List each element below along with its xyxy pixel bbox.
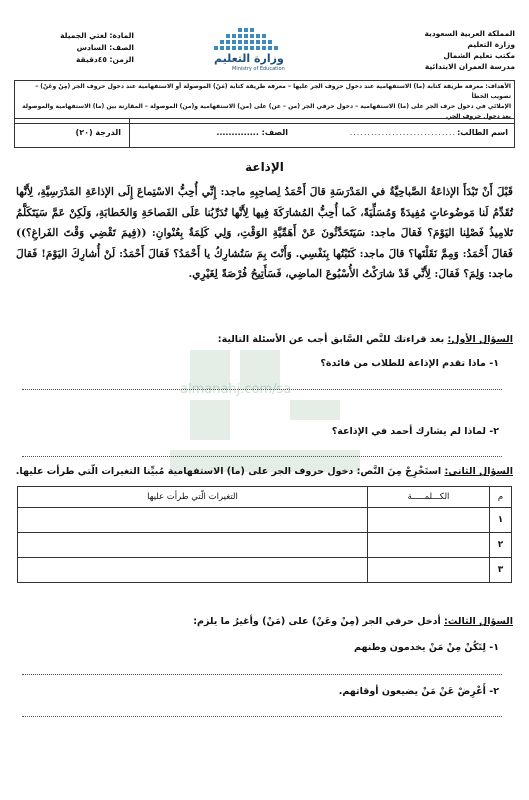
logo-english: Ministry of Education — [232, 66, 285, 72]
goals-line-2: الإملائي في دخول حرف الجر على (ما) الاستفهامية – دخول حرفي الجر (من – عن) على (من) الاستفهامية و(من) الموصولة – المقارنة بين (ما) الاستفهامية والموصولة بعد دخول حروف الجر. — [22, 103, 511, 120]
word-cell[interactable] — [368, 558, 490, 583]
student-info-box — [14, 118, 515, 148]
question-3-title: السؤال الثالث: — [444, 616, 513, 627]
answer-line[interactable] — [22, 456, 502, 457]
header-subject-info — [14, 30, 134, 66]
table-row — [18, 558, 512, 583]
table-header-row — [18, 487, 512, 508]
word-cell[interactable] — [368, 508, 490, 533]
student-name-label: اسم الطالب: — [457, 128, 508, 137]
student-name-field[interactable]: .............................. — [349, 128, 456, 137]
question-1-title: السؤال الأول: — [447, 334, 513, 345]
header-school: مدرسة العمران الابتدائية — [424, 62, 515, 71]
question-1-heading — [218, 334, 513, 345]
logo-wordmark: وزارة التعليم — [214, 52, 284, 65]
row-number: ٣ — [490, 558, 512, 583]
question-2-title: السؤال الثاني: — [444, 466, 513, 477]
words-table — [17, 486, 512, 583]
question-3-item-2: ٢- أَعْرِضْ عَنْ مَنْ يضيعون أوقاتهم. — [338, 686, 499, 697]
header-office: مكتب تعليم الشمال — [443, 51, 515, 60]
passage-title: الإذاعة — [245, 160, 284, 174]
answer-line[interactable] — [22, 674, 502, 675]
question-1-item-1: ١- ماذا تقدم الإذاعة للطلاب من فائدة؟ — [320, 358, 499, 369]
row-number: ٢ — [490, 533, 512, 558]
header-subject: المادة: لغتي الجميلة — [60, 31, 134, 40]
question-1-item-2: ٢- لماذا لم يشارك أحمد في الإذاعة؟ — [331, 426, 499, 437]
question-3-instruction: أدخل حرفي الجر (مِنْ وعَنْ) على (مَنْ) وأغيرُ ما يلزم: — [193, 616, 445, 627]
grade-box — [15, 119, 130, 147]
question-3-item-1: ١- لِتَكُنْ مِنْ مَنْ يخدمون وطنهم — [354, 642, 499, 653]
answer-line[interactable] — [22, 389, 502, 390]
header-country: المملكة العربية السعودية — [424, 29, 515, 38]
table-row — [18, 508, 512, 533]
changes-cell[interactable] — [18, 558, 368, 583]
column-header-word: الكـــلمـــــة — [368, 487, 490, 508]
question-1-instruction: بعد قراءتك للنَّص السَّابق أجب عن الأسئلة التالية: — [217, 334, 448, 345]
goals-line-1: الأهداف: معرفة طريقة كتابة (ما) الاستفهامية عند دخول حروف الجر عليها – معرفة طريقة كتابة (مَنْ) الموصولة أو الاستفهامية عند دخول حروف الجر (مِنْ وعَنْ) – تصويب الخطأ — [35, 83, 511, 100]
column-header-changes: التغيرات الّتي طرأت عليها — [18, 487, 368, 508]
header-grade: الصف: السادس — [76, 43, 134, 52]
question-2-instruction: استَخْرِجْ مِنَ النَّص: دخول حروف الجر على (ما) الاستفهامية مُبيِّنا التغيرات الّتي طرأت عليها. — [15, 466, 445, 477]
logo-dots-icon — [184, 28, 314, 54]
grade-label: الدرجة (٢٠) — [75, 128, 121, 137]
table-row — [18, 533, 512, 558]
row-number: ١ — [490, 508, 512, 533]
question-2-heading — [16, 466, 513, 477]
answer-line[interactable] — [22, 716, 502, 717]
reading-passage: قَبْلَ أَنْ تَبْدَأَ الإذاعَةُ الصَّباحِيَّةُ في المَدْرَسَةِ قالَ أَحْمَدُ لِصاحِبِهِ ماجد: إِنِّي أُحِبُّ الاسْتِماعَ إِلَى الإذاعَةِ المَدْرَسِيَّةِ، لِأَنَّها تُقَدِّمُ لَنا مَوضُوعاتٍ مُفِيدَةً وَمُسَلِّيَةً، كَما أُحِبُّ المُشارَكَةَ فِيها لِأَنَّها تُدَرِّبُنا عَلَى الفَصاحَةِ وَالخَطابَةِ، وَلَكِنْ عَمَّ سَيَتَكَلَّمُ تَلامِيذُ فَصْلِنا اليَوْمَ؟ فَقالَ ماجد: سَيَتَحَدَّثُونَ عَنْ أَهَمِّيَّةِ الوَقْتِ، وَلِي كَلِمَةٌ بِعُنْوانِ: ((فِيمَ تَقْضِي وَقْتَ الفَراغِ؟)) فَقالَ أَحْمَدُ: وَمِمَّ نَقَلْتَها؟ قالَ ماجد: كَتَبْتُها بِنَفْسِي. وَأَنْتَ بِمَ سَتُشارِكُ يا أَحْمَدُ؟ فَقالَ أَحْمَدُ: لَنْ أُشارِكَ اليَوْمَ! فَقالَ ماجد: وَلِمَ؟ فَقالَ: لِأَنِّي قَدْ شارَكْتُ الأُسْبُوعَ الماضِي، فَسَأَتِيحُ فُرْصَةً لِغَيْرِي. — [16, 186, 513, 280]
changes-cell[interactable] — [18, 533, 368, 558]
student-class-field[interactable]: الصف: .............. — [216, 128, 288, 137]
ministry-logo — [184, 28, 314, 74]
header-ministry: وزارة التعليم — [467, 40, 515, 49]
changes-cell[interactable] — [18, 508, 368, 533]
question-3-heading — [193, 616, 513, 627]
word-cell[interactable] — [368, 533, 490, 558]
page-header — [14, 28, 515, 76]
header-time: الزمن: ٤٥دقيقة — [76, 55, 134, 64]
column-header-number: م — [490, 487, 512, 508]
header-institution — [365, 28, 515, 72]
watermark-text: almanahj.com/sa — [180, 382, 292, 397]
